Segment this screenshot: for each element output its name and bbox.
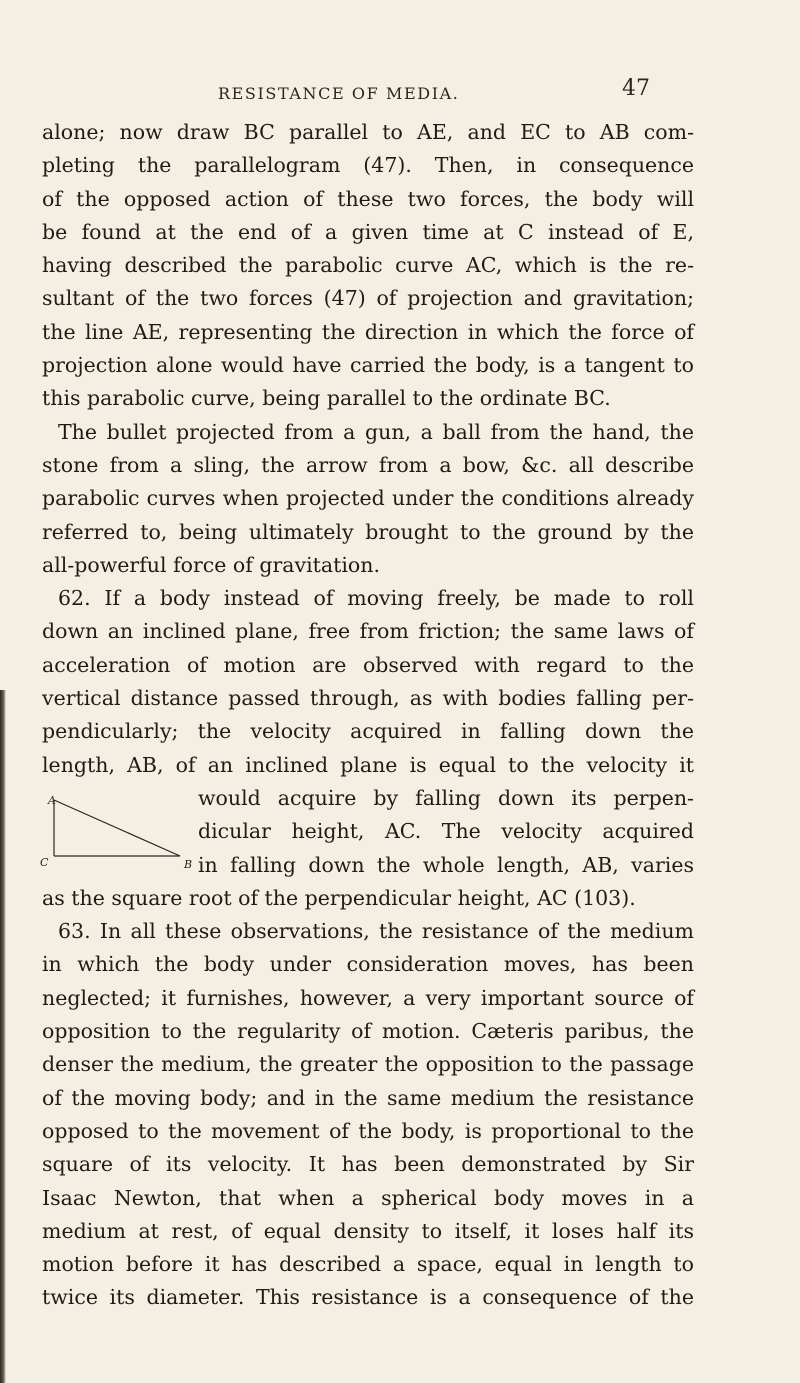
- text-line: opposed to the movement of the body, is proportional to the: [42, 1118, 694, 1143]
- text-line: 63. In all these observations, the resistance of the medium: [58, 919, 694, 944]
- text-line: stone from a sling, the arrow from a bow, &c. all describe: [42, 452, 694, 477]
- text-line: down an inclined plane, free from friction; the same laws of: [42, 619, 694, 644]
- text-line: dicular height, AC. The velocity acquired: [198, 819, 694, 844]
- text-line: this parabolic curve, being parallel to the ordinate BC.: [42, 386, 611, 411]
- figure-row: [42, 782, 694, 882]
- page-number: 47: [622, 76, 650, 101]
- text-line: pendicularly; the velocity acquired in falling down the: [42, 719, 694, 744]
- text-line: length, AB, of an inclined plane is equal to the velocity it: [42, 752, 694, 777]
- figure-label-b: B: [184, 857, 193, 871]
- figure-label-a: A: [48, 793, 56, 807]
- text-line: square of its velocity. It has been demonstrated by Sir: [42, 1152, 694, 1177]
- text-line: parabolic curves when projected under the conditions already: [42, 486, 694, 511]
- text-line: all-powerful force of gravitation.: [42, 552, 380, 577]
- text-line: motion before it has described a space, equal in length to: [42, 1252, 694, 1277]
- text-line: would acquire by falling down its perpen-: [198, 785, 694, 810]
- text-line: sultant of the two forces (47) of projection and gravitation;: [42, 286, 694, 311]
- text-line: having described the parabolic curve AC, which is the re-: [42, 253, 694, 278]
- text-line: neglected; it furnishes, however, a very important source of: [42, 985, 694, 1010]
- text-line: alone; now draw BC parallel to AE, and EC to AB com-: [42, 120, 694, 144]
- text-line: medium at rest, of equal density to itself, it loses half its: [42, 1218, 694, 1243]
- text-line: Isaac Newton, that when a spherical body moves in a: [42, 1185, 694, 1210]
- paragraph-2: [42, 416, 694, 582]
- text-line: as the square root of the perpendicular height, AC (103).: [42, 885, 636, 910]
- text-line: of the moving body; and in the same medium the resistance: [42, 1085, 694, 1110]
- figure-side-text: [42, 782, 694, 882]
- text-line: of the opposed action of these two forces, the body will: [42, 186, 694, 211]
- text-line: denser the medium, the greater the opposition to the passage: [42, 1052, 694, 1077]
- text-line: pleting the parallelogram (47). Then, in consequence: [42, 153, 694, 178]
- text-line: projection alone would have carried the body, is a tangent to: [42, 353, 694, 378]
- text-line: acceleration of motion are observed with regard to the: [42, 652, 694, 677]
- text-line: opposition to the regularity of motion. Cæteris paribus, the: [42, 1019, 694, 1044]
- text-line: The bullet projected from a gun, a ball from the hand, the: [58, 419, 694, 444]
- figure-label-c: C: [40, 855, 49, 869]
- paragraph-1: [42, 116, 694, 416]
- text-line: referred to, being ultimately brought to the ground by the: [42, 519, 694, 544]
- text-line: in which the body under consideration moves, has been: [42, 952, 694, 977]
- running-head: RESISTANCE OF MEDIA.: [218, 84, 460, 103]
- text-line: twice its diameter. This resistance is a consequence of the: [42, 1285, 694, 1310]
- paragraph-62: [42, 582, 694, 915]
- body-text: [42, 116, 694, 1315]
- text-line: vertical distance passed through, as with bodies falling per-: [42, 686, 694, 711]
- text-line: in falling down the whole length, AB, varies: [198, 852, 694, 877]
- text-line: be found at the end of a given time at C instead of E,: [42, 219, 694, 244]
- paragraph-63: [42, 915, 694, 1315]
- text-line: 62. If a body instead of moving freely, be made to roll: [58, 586, 694, 611]
- text-line: the line AE, representing the direction in which the force of: [42, 319, 694, 344]
- page-binding-shadow: [0, 690, 6, 1383]
